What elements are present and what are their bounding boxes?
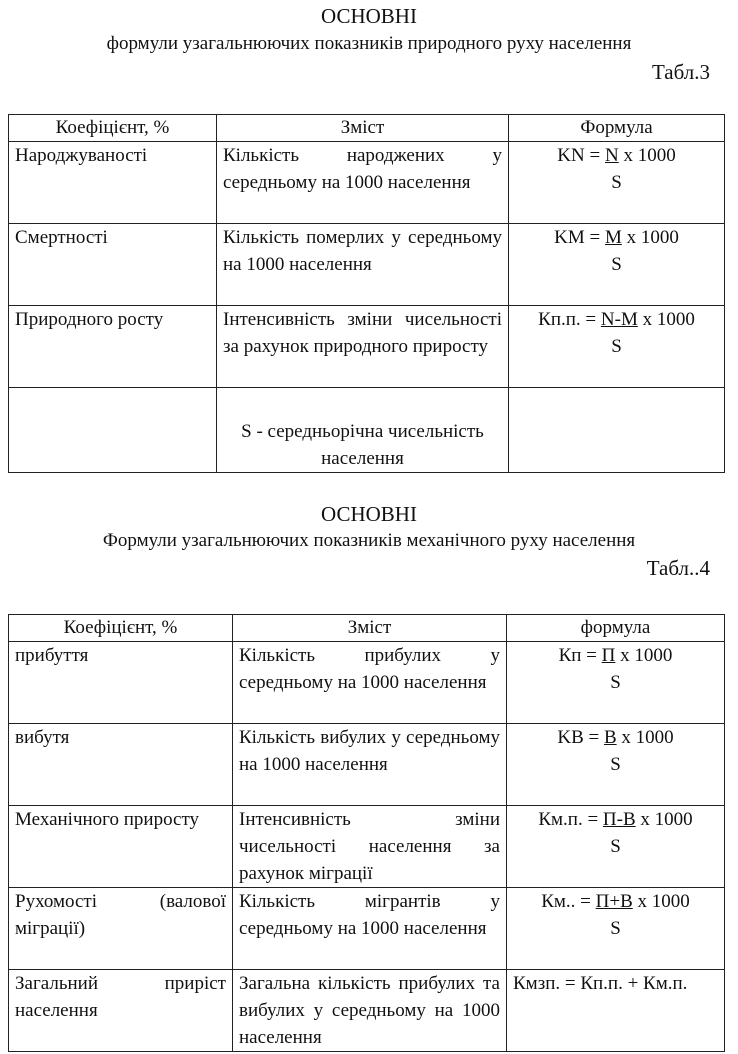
- formula-multiplier: x 1000: [620, 645, 673, 666]
- note-empty-cell: [9, 388, 217, 473]
- table-row-total: [9, 970, 725, 1052]
- table-note-row: [9, 388, 725, 473]
- table-mechanical-movement: [8, 614, 725, 1052]
- table-row: [9, 224, 725, 306]
- row-content: Кількість прибулих у середньому на 1000 населення: [233, 642, 507, 724]
- formula-multiplier: x 1000: [623, 145, 676, 166]
- formula-multiplier: x 1000: [637, 891, 690, 912]
- row-formula: [507, 806, 725, 888]
- section2-table-label: Табл..4: [646, 556, 710, 580]
- table-header-row: [9, 615, 725, 642]
- header-coefficient: Коефіцієнт, %: [9, 115, 217, 142]
- table-natural-movement: [8, 114, 725, 473]
- header-coefficient: Коефіцієнт, %: [9, 615, 233, 642]
- formula-multiplier: x 1000: [642, 309, 695, 330]
- row-formula-plain: Кмзп. = Кп.п. + Км.п.: [507, 970, 725, 1052]
- note-empty-cell: [509, 388, 725, 473]
- formula-numerator: B: [603, 727, 617, 748]
- formula-denominator: S: [610, 918, 621, 939]
- header-content: Зміст: [233, 615, 507, 642]
- formula-numerator: П-В: [602, 809, 636, 830]
- formula-left: KB =: [557, 727, 600, 748]
- row-name: Природного росту: [9, 306, 217, 388]
- formula-left: KM =: [554, 227, 601, 248]
- row-name: Народжуваності: [9, 142, 217, 224]
- formula-numerator: N-M: [600, 309, 638, 330]
- formula-left: Кп =: [558, 645, 597, 666]
- row-formula: [509, 142, 725, 224]
- formula-denominator: S: [610, 672, 621, 693]
- row-name: вибутя: [9, 724, 233, 806]
- table-row: [9, 642, 725, 724]
- row-name: Механічного приросту: [9, 806, 233, 888]
- header-formula: формула: [507, 615, 725, 642]
- row-formula: [507, 642, 725, 724]
- row-formula: [509, 306, 725, 388]
- table-row: [9, 806, 725, 888]
- section2-subtitle: Формули узагальнюючих показників механічного руху населення: [102, 530, 636, 551]
- formula-denominator: S: [611, 254, 622, 275]
- formula-multiplier: x 1000: [626, 227, 679, 248]
- header-formula: Формула: [509, 115, 725, 142]
- row-name: Загальний приріст населення: [9, 970, 233, 1052]
- header-content: Зміст: [217, 115, 509, 142]
- row-formula: [507, 724, 725, 806]
- formula-left: Кп.п. =: [538, 309, 597, 330]
- table-row: [9, 142, 725, 224]
- formula-denominator: S: [610, 754, 621, 775]
- formula-denominator: S: [611, 172, 622, 193]
- row-content: Кількість померлих у середньому на 1000 населення: [217, 224, 509, 306]
- row-content: Кількість вибулих у середньому на 1000 населення: [233, 724, 507, 806]
- formula-numerator: N: [604, 145, 619, 166]
- row-formula: [509, 224, 725, 306]
- formula-numerator: П+В: [595, 891, 633, 912]
- formula-denominator: S: [611, 336, 622, 357]
- formula-multiplier: x 1000: [640, 809, 693, 830]
- row-content: Інтенсивність зміни чисельності за рахунок природного приросту: [217, 306, 509, 388]
- formula-multiplier: x 1000: [621, 727, 674, 748]
- table-row: [9, 306, 725, 388]
- formula-denominator: S: [610, 836, 621, 857]
- row-name: Смертності: [9, 224, 217, 306]
- section1-table-label: Табл.3: [651, 60, 710, 84]
- row-content: Кількість мігрантів у середньому на 1000 населення: [233, 888, 507, 970]
- row-formula: [507, 888, 725, 970]
- row-name: прибуття: [9, 642, 233, 724]
- formula-numerator: M: [604, 227, 622, 248]
- section2-title: ОСНОВНІ: [321, 502, 417, 526]
- formula-left: Км.. =: [541, 891, 591, 912]
- formula-left: KN =: [557, 145, 601, 166]
- table-row: [9, 888, 725, 970]
- formula-numerator: П: [601, 645, 616, 666]
- table-header-row: [9, 115, 725, 142]
- row-content: Загальна кількість прибулих та вибулих у середньому на 1000 населення: [233, 970, 507, 1052]
- table-row: [9, 724, 725, 806]
- formula-left: Км.п. =: [538, 809, 599, 830]
- note-text: S - середньорічна чисельність населення: [217, 388, 509, 473]
- row-content: Інтенсивність зміни чисельності населення за рахунок міграції: [233, 806, 507, 888]
- section1-subtitle: формули узагальнюючих показників природного руху населення: [106, 33, 632, 54]
- section1-title: ОСНОВНІ: [321, 4, 417, 28]
- row-name: Рухомості (валової міграції): [9, 888, 233, 970]
- row-content: Кількість народжених у середньому на 1000 населення: [217, 142, 509, 224]
